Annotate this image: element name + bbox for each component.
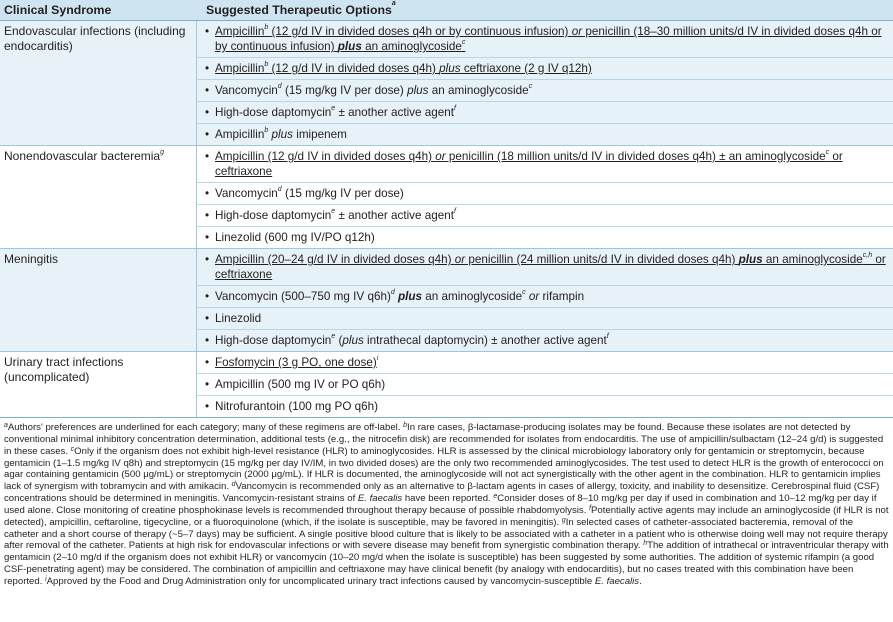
option-item: • Nitrofurantoin (100 mg PO q6h) — [196, 395, 893, 417]
option-item: • Linezolid — [196, 307, 893, 329]
option-item: • Ampicillin$^b$ (12 g/d IV in divided doses q4h or by continuous infusion) or penicillin (18–30 million units/d IV in divided doses q4h or by continuous infusion) plus an aminoglycoside$^c$ — [196, 21, 893, 57]
option-item: • Vancomycin$^d$ (15 mg/kg IV per dose) — [196, 182, 893, 204]
syndrome-label: Nonendovascular bacteremia$^g$ — [4, 149, 164, 163]
options-list — [196, 249, 893, 351]
option-item: • Vancomycin$^d$ (15 mg/kg IV per dose) plus an aminoglycoside$^c$ — [196, 79, 893, 101]
option-item: • Ampicillin (20–24 g/d IV in divided doses q4h) or penicillin (24 million units/d IV in divided doses q4h) plus an aminoglycoside$^{c,h}$ or ceftriaxone — [196, 249, 893, 285]
syndrome-label: Endovascular infections (including endocarditis) — [4, 24, 186, 53]
option-item: • Ampicillin (500 mg IV or PO q6h) — [196, 373, 893, 395]
option-item: • High-dose daptomycin$^e$ ± another active agent$^f$ — [196, 101, 893, 123]
syndrome-group-nonendovascular — [0, 145, 893, 248]
header-clinical-syndrome: Clinical Syndrome — [4, 3, 112, 17]
option-item: • Ampicillin (12 g/d IV in divided doses q4h) or penicillin (18 million units/d IV in divided doses q4h) ± an aminoglycoside$^c$ or ceftriaxone — [196, 146, 893, 182]
option-item: • Linezolid (600 mg IV/PO q12h) — [196, 226, 893, 248]
options-list — [196, 146, 893, 248]
table-header — [0, 0, 893, 21]
option-item: • High-dose daptomycin$^e$ (plus intrathecal daptomycin) ± another active agent$^f$ — [196, 329, 893, 351]
option-item: • Vancomycin (500–750 mg IV q6h)$^d$ plus an aminoglycoside$^c$ or rifampin — [196, 285, 893, 307]
syndrome-label: Meningitis — [4, 252, 59, 266]
syndrome-label: Urinary tract infections (uncomplicated) — [4, 355, 124, 384]
syndrome-group-endovascular — [0, 21, 893, 145]
syndrome-group-meningitis — [0, 248, 893, 351]
options-list — [196, 21, 893, 145]
header-therapeutic-options: Suggested Therapeutic Options$^a$ — [206, 0, 396, 17]
syndrome-group-urinary-tract — [0, 351, 893, 417]
options-list — [196, 352, 893, 417]
option-item: • High-dose daptomycin$^e$ ± another active agent$^f$ — [196, 204, 893, 226]
option-item: • Ampicillin$^b$ (12 g/d IV in divided doses q4h) plus ceftriaxone (2 g IV q12h) — [196, 57, 893, 79]
option-item: • Fosfomycin (3 g PO, one dose)$^i$ — [196, 352, 893, 373]
footnotes: $^a$Authors' preferences are underlined for each category; many of these regimens are off-label. $^b$In rare cases, β-lactamase-producing isolates may be found. Because these isolates are not detected by conventional minimal inhibitory concentration determination, additional tests (e.g., the nitrocefin disk) are recommended for isolates from endocarditis. The use of ampicillin/sulbactam (12–24 g/d) is suggested in these cases. $^c$Only if the organism does not exhibit high-level resistance (HLR) to aminoglycosides. HLR is assessed by the clinical microbiology laboratory only for gentamicin or streptomycin, because gentamicin (1–1.5 mg/kg IV q8h) and streptomycin (15 mg/kg per day IV/IM, in two divided doses) are the only two recommended aminoglycosides. The test used to detect HLR is the growth of enterococci on agar containing gentamicin (500 μg/mL) or streptomycin (2000 μg/mL). If HLR is documented, the aminoglycoside will not act synergistically with the other agent in the combination. HLR to gentamicin implies lack of synergism with tobramycin and with amikacin. $^d$Vancomycin is recommended only as an alternative to β-lactam agents in cases of allergy, toxicity, and inability to desensitize. Cerebrospinal fluid (CSF) concentrations should be determined in meningitis. Vancomycin-resistant strains of E. faecalis have been reported. $^e$Consider doses of 8–10 mg/kg per day if used in combination and 10–12 mg/kg per day if used alone. Close monitoring of creatine phosphokinase levels is recommended throughout therapy because of possible rhabdomyolysis. $^f$Potentially active agents may include an aminoglycoside (if HLR is not detected), ampicillin, ceftaroline, tigecycline, or a fluoroquinolone (which, if the isolate is susceptible, may be favored in meningitis). $^g$In selected cases of catheter-associated bacteremia, removal of the catheter and a short course of therapy (~5–7 days) may be sufficient. A single positive blood culture that is likely to be associated with a catheter in a patient who is otherwise doing well may not require therapy after removal of the catheter. Patients at high risk for endovascular infections or with severe disease may benefit from synergistic combination therapy. $^h$The addition of intrathecal or intraventricular therapy with gentamicin (2–10 mg/d if the organism does not exhibit HLR) or vancomycin (10–20 mg/d when the isolate is susceptible) has been suggested by some authorities. The addition of systemic rifampin (a good CSF-penetrating agent) may be considered. The combination of ampicillin and ceftriaxone may have clinical benefit (by analogy with endocarditis), but no cases treated with this combination have been reported. $^i$Approved by the Food and Drug Administration only for uncomplicated urinary tract infections caused by vancomycin-susceptible E. faecalis. — [0, 417, 893, 588]
option-item: • Ampicillin$^b$ plus imipenem — [196, 123, 893, 145]
